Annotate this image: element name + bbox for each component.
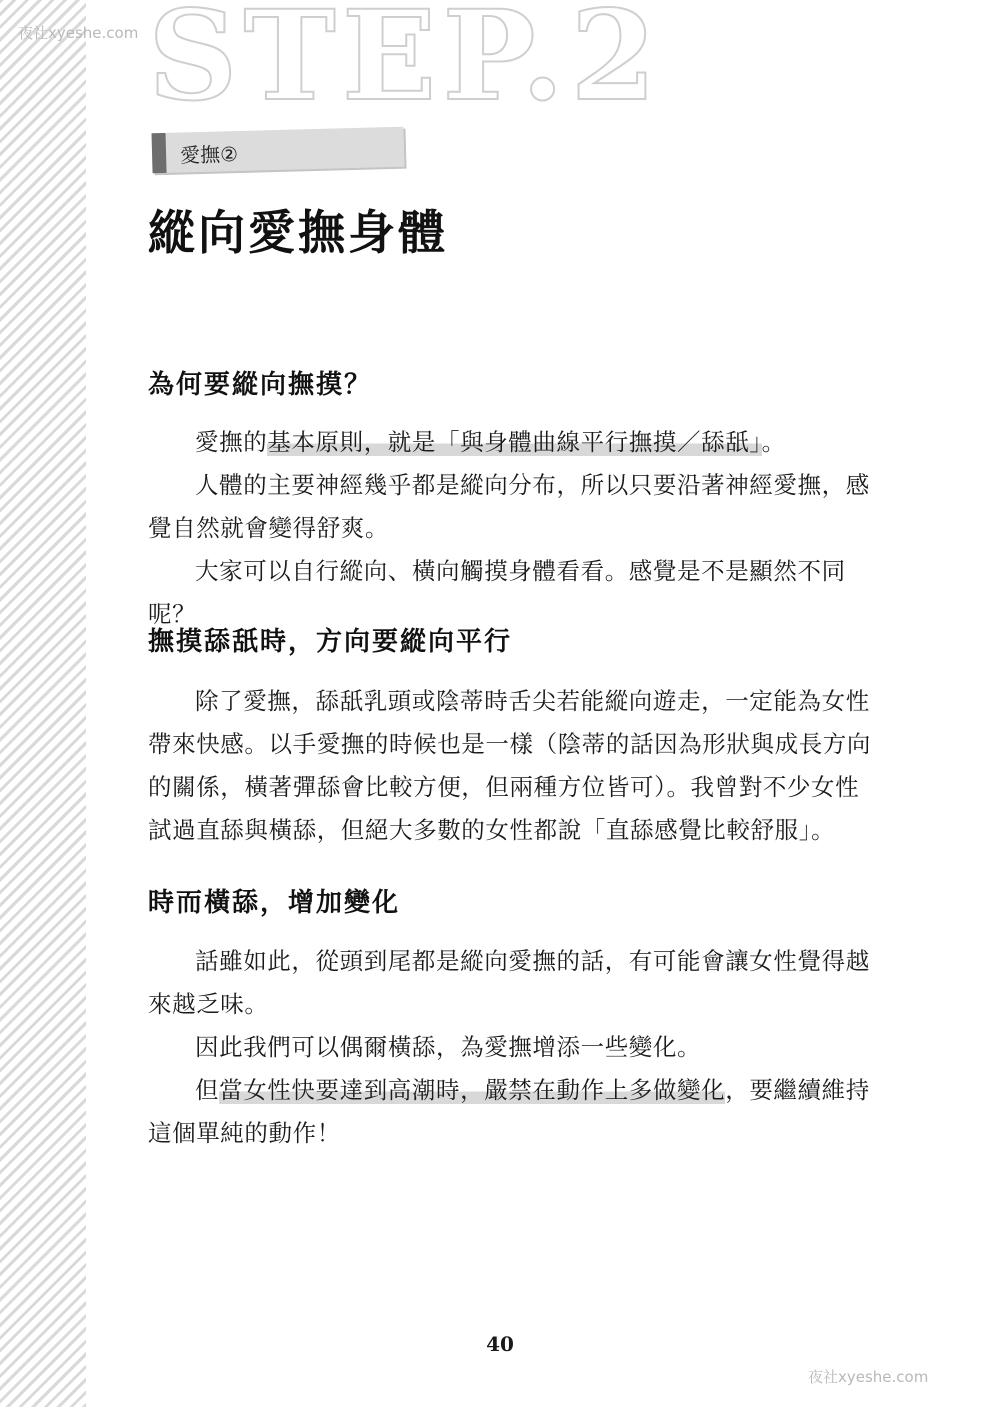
paragraph-3-2: 因此我們可以偶爾橫舔，為愛撫增添一些變化。 — [195, 1033, 702, 1061]
highlight-1: 基本原則，就是「與身體曲線平行撫摸／舔舐」 — [267, 428, 762, 456]
section-tag — [152, 127, 405, 174]
paragraph-1-2: 人體的主要神經幾乎都是縱向分布，所以只要沿著神經愛撫，感覺自然就會變得舒爽。 — [148, 471, 870, 542]
watermark-top: 夜社xyeshe.com — [18, 24, 139, 42]
tag-label: 愛撫② — [179, 142, 239, 168]
tag-bar — [152, 133, 167, 173]
paragraph-2-1: 除了愛撫，舔舐乳頭或陰蒂時舌尖若能縱向遊走，一定能為女性帶來快感。以手愛撫的時候也是一樣（陰蒂的話因為形狀與成長方向的關係，橫著彈舔會比較方便，但兩種方位皆可）。我曾對不少女性試過直舔與橫舔，但絕大多數的女性都說「直舔感覺比較舒服」。 — [148, 687, 871, 844]
paragraph-1-1: 愛撫的基本原則，就是「與身體曲線平行撫摸／舔舐」。 — [195, 428, 786, 456]
decorative-stripe-margin — [0, 0, 86, 1407]
page-title: 縱向愛撫身體 — [148, 206, 448, 261]
section-heading-3: 時而橫舔，增加變化 — [148, 888, 401, 918]
paragraph-1-3: 大家可以自行縱向、橫向觸摸身體看看。感覺是不是顯然不同呢？ — [148, 557, 846, 628]
page-number: 40 — [486, 1332, 514, 1356]
step-label: STEP.2 — [148, 0, 663, 129]
highlight-2: 當女性快要達到高潮時，嚴禁在動作上多做變化 — [219, 1076, 726, 1104]
paragraph-3-3: 但當女性快要達到高潮時，嚴禁在動作上多做變化，要繼續維持這個單純的動作！ — [148, 1076, 870, 1147]
section-heading-1: 為何要縱向撫摸？ — [148, 370, 373, 400]
paragraph-3-1: 話雖如此，從頭到尾都是縱向愛撫的話，有可能會讓女性覺得越來越乏味。 — [148, 947, 870, 1018]
watermark-bottom: 夜社xyeshe.com — [808, 1368, 929, 1386]
section-heading-2: 撫摸舔舐時，方向要縱向平行 — [148, 627, 513, 657]
